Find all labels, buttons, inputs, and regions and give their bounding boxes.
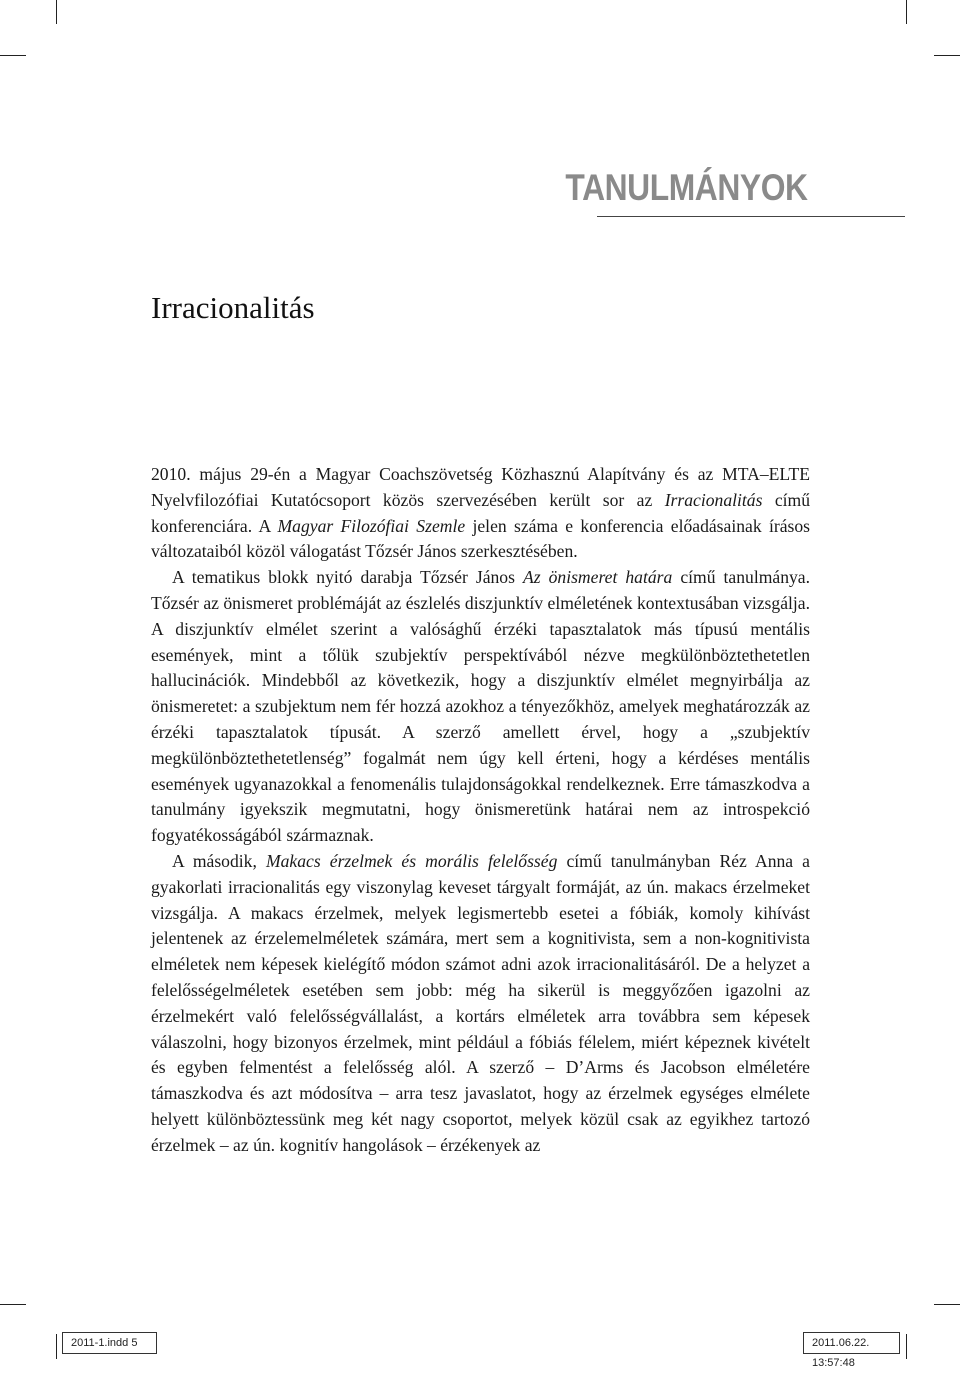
text-run: című tanulmányban Réz Anna a gyakorlati irracionalitás egy viszonylag keveset tárgyalt formáját, az ún. makacs érzelmeket vizsgálja. A makacs érzelmek, melyek legismertebb esetei a fóbiák, komoly kihívást jelentenek az érzelemelméletek számára, mert sem a kognitivista, sem a non-kognitivista elméletek nem képesek kielégítő módon számot adni azok irracionalitásáról. De a helyzet a felelősségelméletek esetében sem jobb: még ha sikerül is meggyőzően igazolni az érzelmekért való felelősségvállalást, a kortárs elméletek arra továbbra sem képesek válaszolni, hogy bizonyos érzelmek, mint például a fóbiás félelem, miért képeznek kivételt és egyben felmentést a felelősség alól. A szerző – D’Arms és Jacobson elméletére támaszkodva és azt módosítva – arra tesz javaslatot, hogy az érzelmek egységes elmélete helyett különböztessünk meg két nagy csoportot, melyek közül csak az egyikhez tartozó érzelmek – az ún. kognitív hangolások – érzékenyek az [151, 850, 810, 1155]
italic-title: Irracionalitás [664, 489, 763, 510]
file-name: 2011-1.indd 5 [62, 1332, 157, 1354]
print-slug [0, 1332, 960, 1369]
section-title: TANULMÁNYOK [565, 167, 808, 208]
text-run: A második, [172, 850, 266, 871]
text-run: című tanulmánya. Tőzsér az önismeret problémáját az észlelés diszjunktív elméletének kontextusában vizsgálja. A diszjunktív elmélet szerint a valósághű érzéki tapasztalatok más típusú mentális események, mint a tőlük szubjektív perspektívából nézve megkülönböztethetetlen hallucinációk. Mindebből az következik, hogy a diszjunktív elmélet megnyirbálja az önismeretet: a szubjektum nem fér hozzá azokhoz a tényezőkhöz, amelyek meghatározzák az érzéki tapasztalatok típusát. A szerző amellett érvel, hogy a „szubjektív megkülönböztethetetlenség” fogalmát nem úgy kell érteni, hogy a kérdéses mentális események ugyanazokkal a fenomenális tulajdonságokkal rendelkeznek. Erre támaszkodva a tanulmány igyekszik megmutatni, hogy önismeretünk határai nem az introspekció fogyatékosságából származnak. [151, 567, 810, 846]
crop-mark [56, 0, 57, 24]
text-run: című konferenciára. A [151, 489, 811, 536]
italic-title: Magyar Filozófiai Szemle [277, 515, 466, 536]
italic-title: Az önismeret határa [522, 567, 673, 588]
print-timestamp: 2011.06.22. 13:57:48 [803, 1332, 900, 1354]
paragraph-2 [151, 565, 810, 849]
article-body [151, 462, 810, 1159]
article-title: Irracionalitás [151, 290, 315, 325]
text-run: 2010. május 29-én a Magyar Coachszövetség Közhasznú Alapítvány és az MTA–ELTE Nyelvfilozófiai Kutatócsoport közös szervezésében került sor az [151, 464, 810, 510]
paragraph-3 [151, 849, 810, 1159]
crop-mark [934, 1304, 960, 1305]
section-rule [597, 216, 905, 217]
crop-mark [0, 1304, 26, 1305]
paragraph-1 [151, 462, 810, 565]
italic-title: Makacs érzelmek és morális felelősség [265, 850, 558, 871]
text-run: jelen száma e konferencia előadásainak írásos változataiból közöl válogatást Tőzsér János szerkesztésében. [151, 515, 811, 562]
crop-mark [0, 55, 26, 56]
text-run: A tematikus blokk nyitó darabja Tőzsér János [172, 567, 523, 588]
crop-mark [906, 0, 907, 24]
crop-mark [934, 55, 960, 56]
